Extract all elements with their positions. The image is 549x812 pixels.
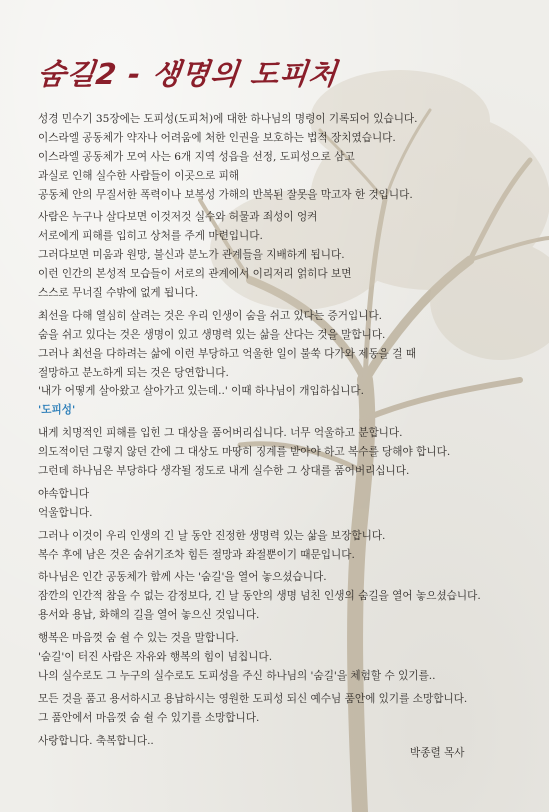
- text-line: 내게 치명적인 피해를 입힌 그 대상을 품어버리십니다. 너무 억울하고 분합니다.: [38, 427, 403, 440]
- page-title: 숨길2 - 생명의 도피처: [36, 57, 340, 91]
- author-signature: 박종렬 목사: [410, 747, 465, 759]
- text-line: 의도적이던 그렇지 않던 간에 그 대상도 마땅히 징계를 받아야 하고 복수를 당해야 합니다.: [38, 446, 451, 459]
- text-line: 과실로 인해 실수한 사람들이 이곳으로 피해: [38, 169, 240, 182]
- text-line: 나의 실수로도 그 누구의 실수로도 도피성을 주신 하나님의 '숨길'을 체험할 수 있기를..: [38, 669, 436, 682]
- text-line: 절망하고 분노하게 되는 것은 당연합니다.: [38, 366, 229, 379]
- paragraph: [38, 629, 538, 686]
- text-line: 그러나 이것이 우리 인생의 긴 날 동안 진정한 생명력 있는 삶을 보장합니다.: [38, 529, 386, 542]
- text-line: 잠깐의 인간적 참을 수 없는 감정보다, 긴 날 동안의 생명 넘친 인생의 숨길을 열어 놓으셨습니다.: [38, 590, 481, 603]
- paragraph: [38, 690, 538, 728]
- text-line: 용서와 용납, 화해의 길을 열어 놓으신 것입니다.: [38, 609, 260, 622]
- text-line: 복수 후에 남은 것은 숨쉬기조차 힘든 절망과 좌절뿐이기 때문입니다.: [38, 548, 355, 561]
- text-line: 이스라엘 공동체가 모여 사는 6개 지역 성읍을 선정, 도피성으로 삼고: [38, 150, 355, 163]
- text-line: 이런 인간의 본성적 모습들이 서로의 관계에서 이리저리 얽히다 보면: [38, 268, 352, 281]
- text-line: 억울합니다.: [38, 506, 93, 519]
- text-line: 그러나 최선을 다하려는 삶에 이런 부당하고 억울한 일이 불쑥 다가와 제동을 걸 때: [38, 347, 417, 360]
- text-line: 서로에게 피해를 입히고 상처를 주게 마련입니다.: [38, 230, 263, 243]
- paragraph: [38, 307, 538, 401]
- text-line: 하나님은 인간 공동체가 함께 사는 '숨길'을 열어 놓으셨습니다.: [38, 571, 327, 584]
- text-line: 이스라엘 공동체가 약자나 어려움에 처한 인권을 보호하는 법적 장치였습니다.: [38, 131, 396, 144]
- text-line: '내가 어떻게 살아왔고 살아가고 있는데..' 이때 하나님이 개입하십니다.: [38, 385, 365, 398]
- text-line: 성경 민수기 35장에는 도피성(도피처)에 대한 하나님의 명령이 기록되어 있습니다.: [38, 113, 418, 125]
- paragraph: [38, 485, 538, 523]
- text-line: '숨길'이 터진 사람은 자유와 행복의 힘이 넘칩니다.: [38, 651, 273, 664]
- text-line: 그 품안에서 마음껏 숨 쉴 수 있기를 소망합니다.: [38, 711, 260, 724]
- paragraph: [38, 568, 538, 625]
- paragraph: [38, 401, 538, 420]
- paragraph: [38, 110, 538, 204]
- highlight-term: '도피성': [38, 404, 76, 417]
- text-line: 스스로 무너질 수밖에 없게 됩니다.: [38, 287, 199, 300]
- text-line: 사람은 누구나 살다보면 이것저것 실수와 허물과 죄성이 엉켜: [38, 211, 318, 224]
- article-body: [38, 110, 538, 755]
- paragraph: [38, 424, 538, 481]
- text-line: 행복은 마음껏 숨 쉴 수 있는 것을 말합니다.: [38, 632, 239, 645]
- paragraph: [38, 208, 538, 302]
- text-line: 모든 것을 품고 용서하시고 용납하시는 영원한 도피성 되신 예수님 품안에 있기를 소망합니다.: [38, 692, 468, 705]
- text-line: 사랑합니다. 축복합니다..: [38, 734, 154, 747]
- text-line: 숨을 쉬고 있다는 것은 생명이 있고 생명력 있는 삶을 산다는 것을 말합니다.: [38, 328, 386, 341]
- text-line: 최선을 다해 열심히 살려는 것은 우리 인생이 숨을 쉬고 있다는 증거입니다.: [38, 309, 383, 322]
- text-line: 야속합니다: [38, 487, 90, 500]
- paragraph: [38, 527, 538, 565]
- text-line: 그런데 하나님은 부당하다 생각될 정도로 내게 실수한 그 상대를 품어버리십니다.: [38, 465, 410, 478]
- text-line: 공동체 안의 무질서한 폭력이나 보복성 가해의 반복된 잘못을 막고자 한 것입니다.: [38, 188, 413, 201]
- text-line: 그러다보면 미움과 원망, 불신과 분노가 관계들을 지배하게 됩니다.: [38, 249, 345, 262]
